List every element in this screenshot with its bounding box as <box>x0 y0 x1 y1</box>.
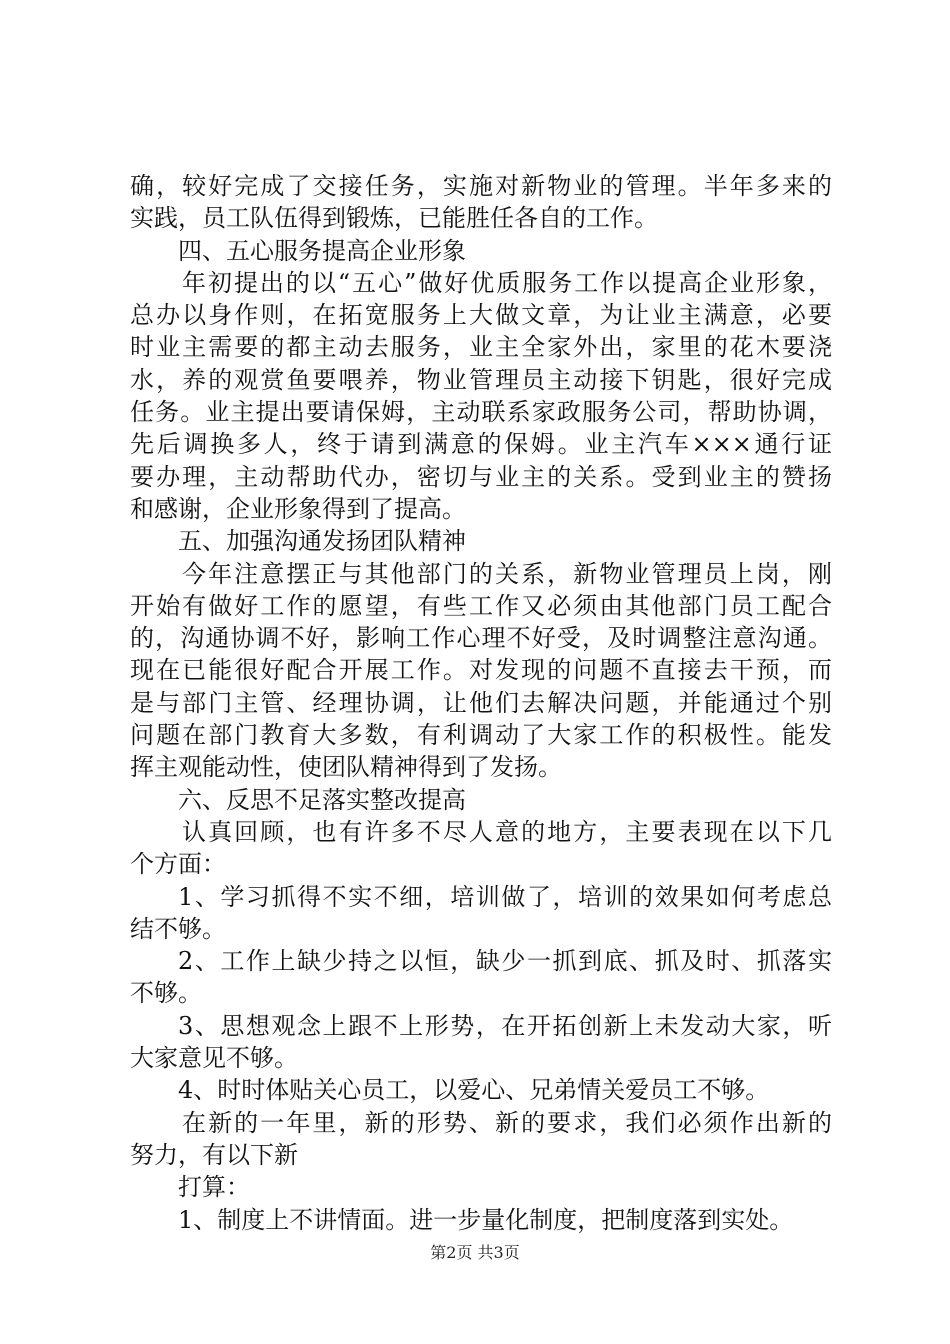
text-line: 打算： <box>178 1173 250 1202</box>
list-item: 1、学习抓得不实不细，培训做了，培训的效果如何考虑总 <box>178 882 832 911</box>
section-heading: 四、五心服务提高企业形象 <box>178 236 466 265</box>
text-line: 总办以身作则，在拓宽服务上大做文章，为让业主满意，必要 <box>130 301 832 330</box>
text-line: 个方面： <box>130 850 226 879</box>
page-footer <box>0 1243 950 1263</box>
text-line: 结不够。 <box>130 914 226 943</box>
section-heading: 五、加强沟通发扬团队精神 <box>178 527 466 556</box>
document-body <box>130 170 832 1236</box>
text-line: 年初提出的以“五心”做好优质服务工作以提高企业形象， <box>182 268 832 297</box>
text-line: 和感谢，企业形象得到了提高。 <box>130 494 466 523</box>
text-line: 现在已能很好配合开展工作。对发现的问题不直接去干预，而 <box>130 656 832 685</box>
text-line: 的，沟通协调不好，影响工作心理不好受，及时调整注意沟通。 <box>130 624 832 653</box>
text-line: 今年注意摆正与其他部门的关系，新物业管理员上岗，刚 <box>182 559 832 588</box>
text-line: 认真回顾，也有许多不尽人意的地方，主要表现在以下几 <box>182 817 832 846</box>
text-line: 要办理，主动帮助代办，密切与业主的关系。受到业主的赞扬 <box>130 462 832 491</box>
text-line: 确，较好完成了交接任务，实施对新物业的管理。半年多来的 <box>130 172 832 200</box>
text-line: 问题在部门教育大多数，有利调动了大家工作的积极性。能发 <box>130 721 832 750</box>
text-line: 是与部门主管、经理协调，让他们去解决问题，并能通过个别 <box>130 688 832 717</box>
text-line: 挥主观能动性，使团队精神得到了发扬。 <box>130 753 562 782</box>
list-item: 4、时时体贴关心员工，以爱心、兄弟情关爱员工不够。 <box>178 1076 770 1105</box>
text-line: 先后调换多人，终于请到满意的保姆。业主汽车×××通行证 <box>130 430 832 459</box>
text-line: 任务。业主提出要请保姆，主动联系家政服务公司，帮助协调， <box>130 398 832 427</box>
list-item: 1、制度上不讲情面。进一步量化制度，把制度落到实处。 <box>178 1205 794 1234</box>
text-line: 努力，有以下新 <box>130 1140 298 1169</box>
text-line: 时业主需要的都主动去服务，业主全家外出，家里的花木要浇 <box>130 333 832 362</box>
text-line: 大家意见不够。 <box>130 1044 298 1073</box>
list-item: 2、工作上缺少持之以恒，缺少一抓到底、抓及时、抓落实 <box>178 947 832 976</box>
text-line: 实践，员工队伍得到锻炼，已能胜任各自的工作。 <box>130 204 658 233</box>
text-line: 不够。 <box>130 979 202 1008</box>
text-line: 开始有做好工作的愿望，有些工作又必须由其他部门员工配合 <box>130 591 832 620</box>
page-indicator: 第2页 共3页 <box>430 1243 520 1262</box>
text-line: 在新的一年里，新的形势、新的要求，我们必须作出新的 <box>182 1108 832 1137</box>
section-heading: 六、反思不足落实整改提高 <box>178 785 466 814</box>
list-item: 3、思想观念上跟不上形势，在开拓创新上未发动大家，听 <box>178 1011 832 1040</box>
text-line: 水，养的观赏鱼要喂养，物业管理员主动接下钥匙，很好完成 <box>130 365 832 394</box>
